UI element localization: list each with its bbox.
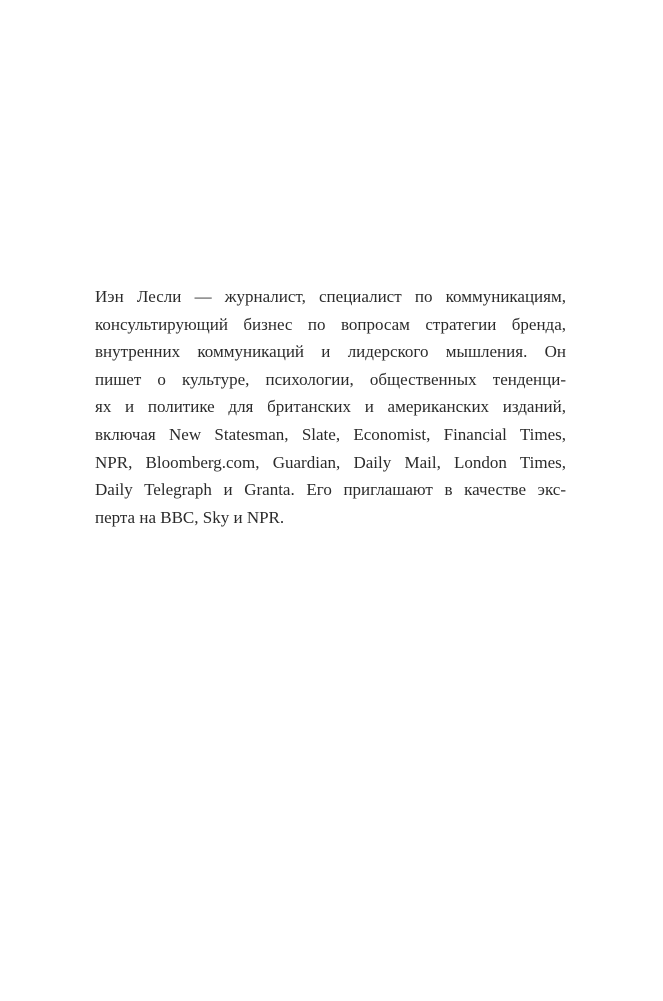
author-bio-paragraph bbox=[95, 283, 566, 531]
bio-line-1: Иэн Лесли — журналист, специалист по коммуникациям, bbox=[95, 287, 566, 306]
bio-line-3: внутренних коммуникаций и лидерского мышления. Он bbox=[95, 342, 566, 362]
bio-line-7: NPR, Bloomberg.com, Guardian, Daily Mail, London Times, bbox=[95, 452, 566, 472]
bio-line-2: консультирующий бизнес по вопросам стратегии бренда, bbox=[95, 314, 566, 334]
bio-line-5: ях и политике для британских и американских изданий, bbox=[95, 397, 566, 417]
bio-line-9: перта на BBC, Sky и NPR. bbox=[95, 507, 285, 527]
bio-line-4: пишет о культуре, психологии, общественных тенденци- bbox=[95, 369, 566, 389]
bio-line-6: включая New Statesman, Slate, Economist, Financial Times, bbox=[95, 424, 566, 444]
bio-line-8: Daily Telegraph и Granta. Его приглашают в качестве экс- bbox=[95, 480, 566, 500]
